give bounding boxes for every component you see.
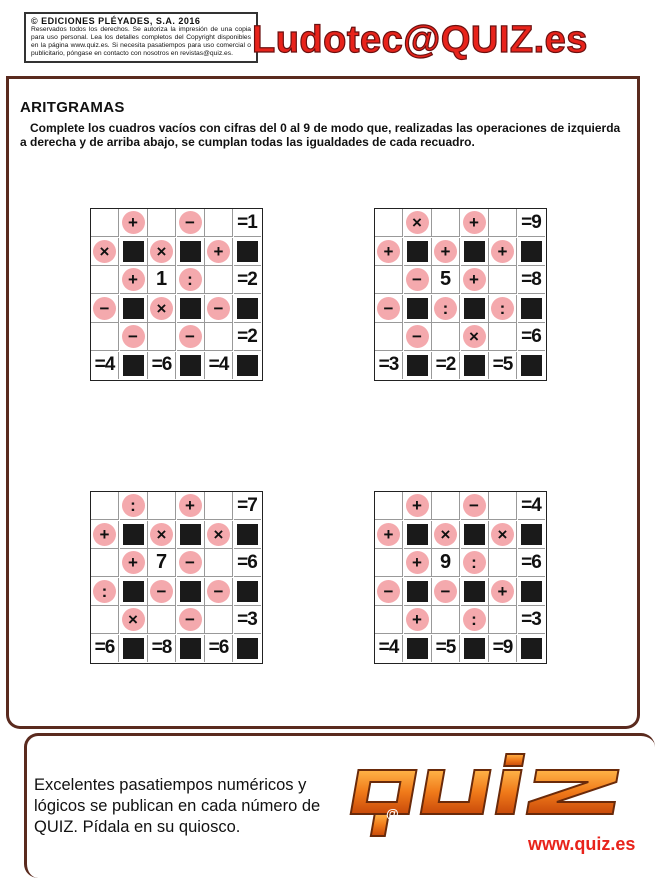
blocked-cell bbox=[461, 238, 489, 266]
black-square bbox=[237, 524, 258, 545]
operator-symbol: × bbox=[93, 240, 116, 263]
operator-cell bbox=[177, 209, 205, 237]
result-cell bbox=[518, 492, 545, 520]
result-value: =9 bbox=[492, 637, 513, 658]
result-cell bbox=[432, 352, 460, 379]
operator-symbol: + bbox=[434, 240, 457, 263]
result-cell bbox=[205, 352, 233, 379]
empty-answer-cell[interactable] bbox=[489, 492, 517, 520]
black-square bbox=[407, 524, 428, 545]
result-cell bbox=[375, 635, 403, 662]
operator-symbol: × bbox=[150, 523, 173, 546]
blocked-cell bbox=[177, 635, 205, 662]
operator-cell bbox=[148, 295, 176, 323]
result-cell bbox=[234, 266, 261, 294]
black-square bbox=[521, 581, 542, 602]
given-digit: 7 bbox=[155, 551, 168, 573]
result-cell bbox=[518, 549, 545, 577]
blocked-cell bbox=[461, 578, 489, 606]
empty-answer-cell[interactable] bbox=[375, 209, 403, 237]
black-square bbox=[180, 241, 201, 262]
operator-cell bbox=[404, 492, 432, 520]
result-value: =2 bbox=[237, 325, 257, 347]
blocked-cell bbox=[177, 295, 205, 323]
copyright-title: © EDICIONES PLÉYADES, S.A. 2016 bbox=[31, 16, 201, 26]
operator-symbol: + bbox=[406, 494, 429, 517]
operator-symbol: + bbox=[122, 211, 145, 234]
operator-symbol: : bbox=[491, 297, 514, 320]
blocked-cell bbox=[404, 635, 432, 662]
empty-answer-cell[interactable] bbox=[489, 209, 517, 237]
operator-cell bbox=[91, 295, 119, 323]
black-square bbox=[464, 638, 485, 659]
operator-cell bbox=[177, 323, 205, 351]
operator-cell bbox=[461, 209, 489, 237]
quiz-logo bbox=[342, 750, 642, 840]
blocked-cell bbox=[177, 578, 205, 606]
empty-answer-cell[interactable] bbox=[205, 209, 233, 237]
operator-symbol: × bbox=[122, 608, 145, 631]
operator-symbol: + bbox=[377, 240, 400, 263]
empty-answer-cell[interactable] bbox=[148, 323, 176, 351]
result-value: =8 bbox=[521, 268, 541, 290]
empty-answer-cell[interactable] bbox=[489, 323, 517, 351]
operator-symbol: + bbox=[406, 551, 429, 574]
black-square bbox=[123, 355, 144, 376]
operator-cell bbox=[375, 238, 403, 266]
empty-answer-cell[interactable] bbox=[432, 209, 460, 237]
operator-symbol: + bbox=[179, 494, 202, 517]
operator-cell bbox=[375, 521, 403, 549]
blocked-cell bbox=[177, 238, 205, 266]
result-cell bbox=[234, 323, 261, 351]
empty-answer-cell[interactable] bbox=[489, 266, 517, 294]
empty-answer-cell[interactable] bbox=[91, 209, 119, 237]
result-value: =6 bbox=[521, 325, 541, 347]
given-digit-cell bbox=[432, 266, 460, 294]
blocked-cell bbox=[120, 352, 148, 379]
operator-cell bbox=[91, 521, 119, 549]
empty-answer-cell[interactable] bbox=[91, 549, 119, 577]
result-cell bbox=[148, 352, 176, 379]
operator-symbol: − bbox=[122, 325, 145, 348]
operator-cell bbox=[148, 521, 176, 549]
black-square bbox=[407, 638, 428, 659]
black-square bbox=[237, 581, 258, 602]
operator-symbol: × bbox=[150, 240, 173, 263]
empty-answer-cell[interactable] bbox=[375, 323, 403, 351]
result-value: =3 bbox=[378, 354, 399, 375]
puzzle-grid-2 bbox=[374, 208, 547, 381]
blocked-cell bbox=[234, 521, 261, 549]
result-value: =8 bbox=[151, 637, 172, 658]
blocked-cell bbox=[120, 238, 148, 266]
operator-symbol: + bbox=[122, 268, 145, 291]
empty-answer-cell[interactable] bbox=[91, 323, 119, 351]
operator-symbol: − bbox=[179, 325, 202, 348]
result-cell bbox=[489, 635, 517, 662]
black-square bbox=[521, 638, 542, 659]
operator-symbol: : bbox=[93, 580, 116, 603]
result-value: =7 bbox=[237, 494, 257, 516]
empty-answer-cell[interactable] bbox=[148, 492, 176, 520]
result-value: =4 bbox=[378, 637, 399, 658]
operator-symbol: + bbox=[93, 523, 116, 546]
result-cell bbox=[375, 352, 403, 379]
result-value: =6 bbox=[94, 637, 115, 658]
operator-cell bbox=[120, 606, 148, 634]
operator-symbol: + bbox=[377, 523, 400, 546]
operator-symbol: + bbox=[491, 240, 514, 263]
brand-title: Ludotec@QUIZ.es bbox=[252, 19, 588, 61]
result-value: =4 bbox=[94, 354, 115, 375]
given-digit-cell bbox=[432, 549, 460, 577]
result-value: =6 bbox=[237, 551, 257, 573]
black-square bbox=[123, 298, 144, 319]
result-cell bbox=[234, 606, 261, 634]
operator-cell bbox=[177, 606, 205, 634]
blocked-cell bbox=[518, 295, 545, 323]
result-value: =5 bbox=[435, 637, 456, 658]
result-cell bbox=[518, 323, 545, 351]
blocked-cell bbox=[404, 578, 432, 606]
puzzle-grid-4 bbox=[374, 491, 547, 664]
blocked-cell bbox=[120, 295, 148, 323]
blocked-cell bbox=[234, 238, 261, 266]
operator-cell bbox=[120, 492, 148, 520]
quiz-logo-at-mark: @ bbox=[386, 806, 399, 821]
blocked-cell bbox=[518, 352, 545, 379]
black-square bbox=[180, 581, 201, 602]
operator-symbol: : bbox=[179, 268, 202, 291]
operator-cell bbox=[432, 521, 460, 549]
blocked-cell bbox=[177, 521, 205, 549]
operator-symbol: × bbox=[463, 325, 486, 348]
black-square bbox=[237, 638, 258, 659]
result-value: =4 bbox=[521, 494, 541, 516]
black-square bbox=[521, 355, 542, 376]
puzzle-grid-1 bbox=[90, 208, 263, 381]
empty-answer-cell[interactable] bbox=[148, 209, 176, 237]
operator-cell bbox=[375, 295, 403, 323]
operator-symbol: × bbox=[207, 523, 230, 546]
operator-cell bbox=[148, 238, 176, 266]
operator-cell bbox=[120, 266, 148, 294]
result-cell bbox=[234, 549, 261, 577]
black-square bbox=[180, 638, 201, 659]
black-square bbox=[237, 355, 258, 376]
blocked-cell bbox=[461, 295, 489, 323]
empty-answer-cell[interactable] bbox=[375, 549, 403, 577]
operator-symbol: − bbox=[377, 580, 400, 603]
operator-cell bbox=[432, 578, 460, 606]
black-square bbox=[464, 581, 485, 602]
black-square bbox=[180, 298, 201, 319]
operator-cell bbox=[177, 492, 205, 520]
result-value: =3 bbox=[237, 608, 257, 630]
black-square bbox=[237, 241, 258, 262]
black-square bbox=[407, 241, 428, 262]
operator-cell bbox=[461, 549, 489, 577]
operator-cell bbox=[177, 266, 205, 294]
black-square bbox=[521, 524, 542, 545]
result-value: =6 bbox=[208, 637, 229, 658]
operator-symbol: − bbox=[463, 494, 486, 517]
black-square bbox=[180, 355, 201, 376]
website-url: www.quiz.es bbox=[528, 834, 636, 854]
operator-cell bbox=[432, 238, 460, 266]
operator-symbol: + bbox=[463, 268, 486, 291]
operator-symbol: − bbox=[179, 551, 202, 574]
empty-answer-cell[interactable] bbox=[205, 323, 233, 351]
empty-answer-cell[interactable] bbox=[432, 323, 460, 351]
operator-symbol: + bbox=[122, 551, 145, 574]
empty-answer-cell[interactable] bbox=[375, 492, 403, 520]
black-square bbox=[407, 355, 428, 376]
promo-text: Excelentes pasatiempos numéricos y lógicos se publican en cada número de QUIZ. Pídala en su quiosco. bbox=[34, 776, 321, 836]
operator-symbol: × bbox=[491, 523, 514, 546]
operator-symbol: − bbox=[179, 211, 202, 234]
blocked-cell bbox=[404, 521, 432, 549]
operator-symbol: + bbox=[463, 211, 486, 234]
empty-answer-cell[interactable] bbox=[489, 606, 517, 634]
black-square bbox=[123, 241, 144, 262]
empty-answer-cell[interactable] bbox=[205, 549, 233, 577]
operator-symbol: − bbox=[406, 268, 429, 291]
operator-cell bbox=[461, 266, 489, 294]
operator-cell bbox=[489, 238, 517, 266]
operator-symbol: − bbox=[406, 325, 429, 348]
result-cell bbox=[489, 352, 517, 379]
black-square bbox=[464, 298, 485, 319]
result-cell bbox=[234, 209, 261, 237]
blocked-cell bbox=[404, 238, 432, 266]
blocked-cell bbox=[518, 521, 545, 549]
black-square bbox=[407, 581, 428, 602]
operator-symbol: : bbox=[463, 551, 486, 574]
given-digit: 1 bbox=[155, 268, 168, 290]
result-cell bbox=[432, 635, 460, 662]
blocked-cell bbox=[461, 521, 489, 549]
result-value: =3 bbox=[521, 608, 541, 630]
empty-answer-cell[interactable] bbox=[91, 492, 119, 520]
operator-cell bbox=[461, 323, 489, 351]
result-value: =2 bbox=[237, 268, 257, 290]
result-cell bbox=[205, 635, 233, 662]
empty-answer-cell[interactable] bbox=[205, 606, 233, 634]
black-square bbox=[464, 524, 485, 545]
result-cell bbox=[91, 635, 119, 662]
black-square bbox=[464, 241, 485, 262]
empty-answer-cell[interactable] bbox=[489, 549, 517, 577]
blocked-cell bbox=[120, 521, 148, 549]
operator-symbol: : bbox=[434, 297, 457, 320]
operator-symbol: − bbox=[434, 580, 457, 603]
blocked-cell bbox=[404, 295, 432, 323]
operator-cell bbox=[148, 578, 176, 606]
black-square bbox=[123, 638, 144, 659]
black-square bbox=[464, 355, 485, 376]
result-value: =5 bbox=[492, 354, 513, 375]
result-value: =4 bbox=[208, 354, 229, 375]
blocked-cell bbox=[234, 635, 261, 662]
operator-symbol: − bbox=[179, 608, 202, 631]
operator-cell bbox=[404, 266, 432, 294]
blocked-cell bbox=[120, 635, 148, 662]
empty-answer-cell[interactable] bbox=[91, 266, 119, 294]
operator-cell bbox=[177, 549, 205, 577]
black-square bbox=[237, 298, 258, 319]
puzzle-grid-3 bbox=[90, 491, 263, 664]
result-cell bbox=[518, 209, 545, 237]
empty-answer-cell[interactable] bbox=[205, 492, 233, 520]
copyright-body: Reservados todos los derechos. Se autoriza la impresión de una copia para uso personal. Lea los detalles completos del Copyright disponibles en la página www.quiz.es. Si necesita pasatiempos para uso comercial o publicitario, póngase en contacto con nosotros en revistas@quiz.es. bbox=[31, 26, 251, 57]
black-square bbox=[123, 524, 144, 545]
operator-cell bbox=[205, 295, 233, 323]
operator-symbol: + bbox=[207, 240, 230, 263]
operator-symbol: + bbox=[491, 580, 514, 603]
blocked-cell bbox=[518, 635, 545, 662]
operator-cell bbox=[489, 521, 517, 549]
given-digit: 9 bbox=[439, 551, 452, 573]
operator-symbol: − bbox=[207, 297, 230, 320]
black-square bbox=[521, 241, 542, 262]
empty-answer-cell[interactable] bbox=[432, 492, 460, 520]
blocked-cell bbox=[234, 578, 261, 606]
blocked-cell bbox=[234, 295, 261, 323]
operator-cell bbox=[205, 578, 233, 606]
empty-answer-cell[interactable] bbox=[205, 266, 233, 294]
result-value: =2 bbox=[435, 354, 456, 375]
operator-cell bbox=[404, 323, 432, 351]
empty-answer-cell[interactable] bbox=[148, 606, 176, 634]
operator-cell bbox=[461, 492, 489, 520]
black-square bbox=[407, 298, 428, 319]
empty-answer-cell[interactable] bbox=[375, 606, 403, 634]
operator-cell bbox=[205, 521, 233, 549]
result-cell bbox=[234, 492, 261, 520]
result-cell bbox=[518, 266, 545, 294]
operator-cell bbox=[404, 549, 432, 577]
operator-symbol: − bbox=[377, 297, 400, 320]
result-value: =9 bbox=[521, 211, 541, 233]
operator-symbol: − bbox=[93, 297, 116, 320]
blocked-cell bbox=[177, 352, 205, 379]
operator-cell bbox=[120, 209, 148, 237]
given-digit: 5 bbox=[439, 268, 452, 290]
operator-cell bbox=[91, 238, 119, 266]
blocked-cell bbox=[461, 635, 489, 662]
result-cell bbox=[148, 635, 176, 662]
empty-answer-cell[interactable] bbox=[432, 606, 460, 634]
result-cell bbox=[518, 606, 545, 634]
operator-cell bbox=[404, 209, 432, 237]
operator-symbol: × bbox=[406, 211, 429, 234]
result-value: =1 bbox=[237, 211, 257, 233]
operator-cell bbox=[404, 606, 432, 634]
blocked-cell bbox=[461, 352, 489, 379]
operator-symbol: : bbox=[463, 608, 486, 631]
operator-cell bbox=[489, 295, 517, 323]
blocked-cell bbox=[518, 238, 545, 266]
blocked-cell bbox=[234, 352, 261, 379]
instructions-text: Complete los cuadros vacíos con cifras del 0 al 9 de modo que, realizadas las operaciones de izquierda a derecha y de arriba abajo, se cumplan todas las igualdades de cada recuadro. bbox=[20, 121, 621, 149]
operator-cell bbox=[120, 549, 148, 577]
result-cell bbox=[91, 352, 119, 379]
empty-answer-cell[interactable] bbox=[91, 606, 119, 634]
operator-cell bbox=[461, 606, 489, 634]
blocked-cell bbox=[120, 578, 148, 606]
operator-symbol: + bbox=[406, 608, 429, 631]
given-digit-cell bbox=[148, 549, 176, 577]
operator-symbol: − bbox=[207, 580, 230, 603]
black-square bbox=[521, 298, 542, 319]
operator-symbol: × bbox=[434, 523, 457, 546]
operator-symbol: : bbox=[122, 494, 145, 517]
operator-cell bbox=[432, 295, 460, 323]
operator-symbol: − bbox=[150, 580, 173, 603]
result-value: =6 bbox=[151, 354, 172, 375]
operator-cell bbox=[489, 578, 517, 606]
operator-cell bbox=[120, 323, 148, 351]
page-title: ARITGRAMAS bbox=[20, 99, 125, 116]
operator-cell bbox=[375, 578, 403, 606]
given-digit-cell bbox=[148, 266, 176, 294]
black-square bbox=[180, 524, 201, 545]
copyright-notice bbox=[24, 12, 258, 63]
blocked-cell bbox=[518, 578, 545, 606]
black-square bbox=[123, 581, 144, 602]
operator-cell bbox=[91, 578, 119, 606]
blocked-cell bbox=[404, 352, 432, 379]
operator-symbol: × bbox=[150, 297, 173, 320]
operator-cell bbox=[205, 238, 233, 266]
result-value: =6 bbox=[521, 551, 541, 573]
empty-answer-cell[interactable] bbox=[375, 266, 403, 294]
